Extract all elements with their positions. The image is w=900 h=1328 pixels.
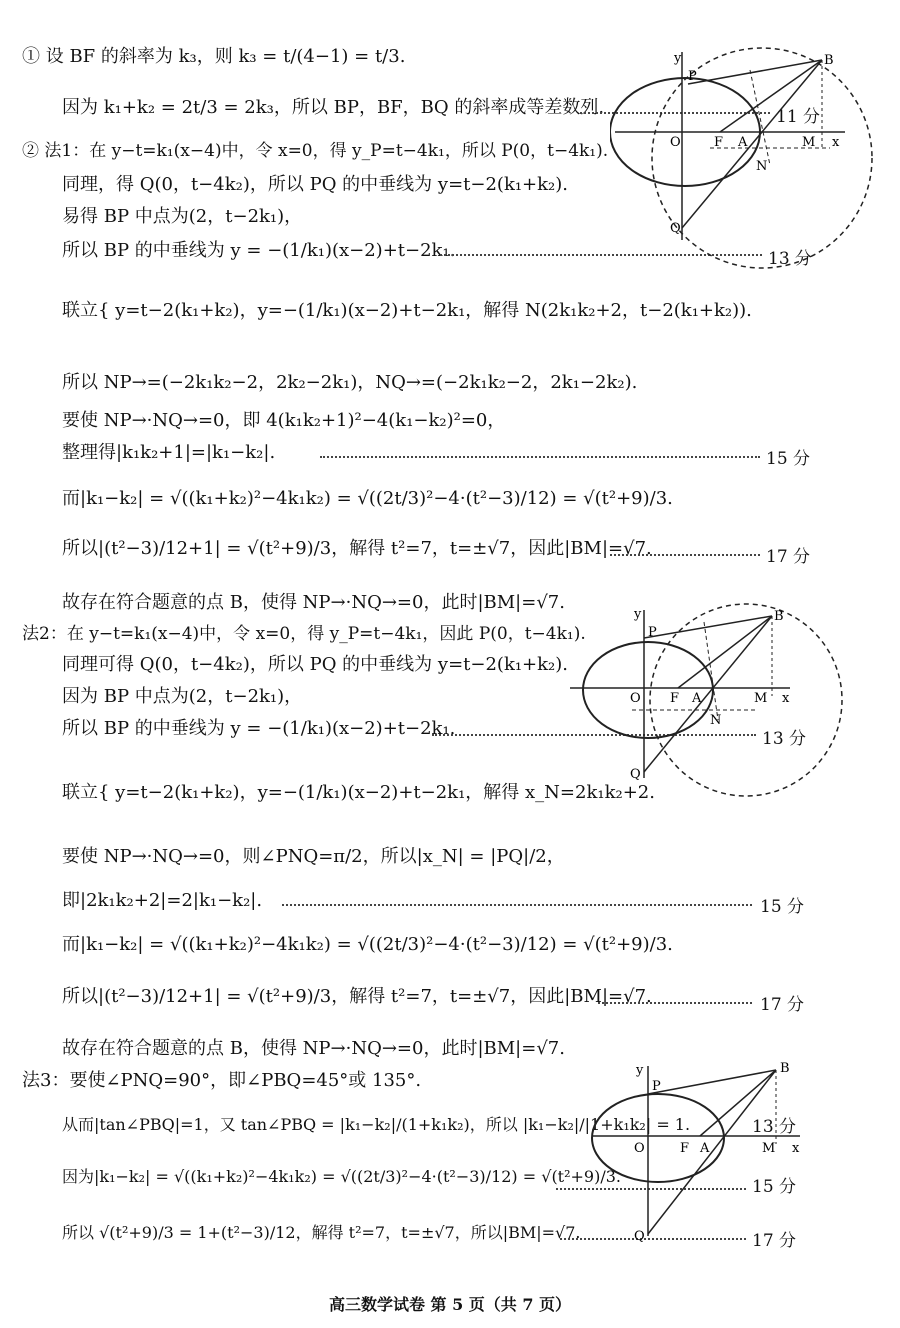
line-11: 而|k₁−k₂| = √((k₁+k₂)²−4k₁k₂) = √((2t/3)²−4·(t²−3)/12) = √(t²+9)/3. <box>62 488 673 509</box>
line-24: 法3：要使∠PNQ=90°，即∠PBQ=45°或 135°. <box>22 1070 422 1091</box>
leader-17a <box>610 554 760 556</box>
page-footer: 高三数学试卷 第 5 页（共 7 页） <box>328 1295 572 1314</box>
fig3-label-O: O <box>634 1141 645 1156</box>
line-10: 整理得|k₁k₂+1|=|k₁−k₂|. <box>62 442 276 463</box>
line-6: 所以 BP 的中垂线为 y = −(1/k₁)(x−2)+t−2k₁. <box>62 240 456 261</box>
line-26: 因为|k₁−k₂| = √((k₁+k₂)²−4k₁k₂) = √((2t/3)²−4·(t²−3)/12) = √(t²+9)/3. <box>62 1167 622 1186</box>
fig3-label-P: P <box>652 1079 661 1094</box>
line-1: ① 设 BF 的斜率为 k₃，则 k₃ = t/(4−1) = t/3. <box>22 46 406 67</box>
fig3-label-B: B <box>780 1061 790 1076</box>
leader-17b <box>598 1002 752 1004</box>
fig1-label-y: y <box>674 51 682 66</box>
line-23: 故存在符合题意的点 B，使得 NP→·NQ→=0，此时|BM|=√7. <box>62 1038 565 1059</box>
line-16: 因为 BP 中点为(2，t−2k₁)， <box>62 686 303 707</box>
score-17c: 17 分 <box>752 1231 797 1251</box>
fig2-label-y: y <box>634 607 642 622</box>
line-4: 同理，得 Q(0，t−4k₂)，所以 PQ 的中垂线为 y=t−2(k₁+k₂). <box>62 174 569 195</box>
score-13b: 13 分 <box>762 729 807 749</box>
fig3-label-F: F <box>680 1141 690 1156</box>
figure-1 <box>610 40 900 270</box>
score-17b: 17 分 <box>760 995 805 1015</box>
fig1-label-Q: Q <box>670 221 681 236</box>
fig2-label-A: A <box>692 691 702 706</box>
fig3-label-y: y <box>636 1063 644 1078</box>
fig3-label-M: M <box>762 1141 776 1156</box>
leader-15a <box>320 456 760 458</box>
fig2-label-P: P <box>648 625 657 640</box>
fig1-label-x: x <box>832 135 840 150</box>
fig3-label-x: x <box>792 1141 800 1156</box>
score-11: 11 分 <box>776 107 821 127</box>
fig2-label-x: x <box>782 691 790 706</box>
figure-2 <box>568 600 858 800</box>
line-13: 故存在符合题意的点 B，使得 NP→·NQ→=0，此时|BM|=√7. <box>62 592 565 613</box>
line-8: 所以 NP→=(−2k₁k₂−2，2k₂−2k₁)，NQ→=(−2k₁k₂−2，2k₁−2k₂). <box>62 372 638 393</box>
line-27: 所以 √(t²+9)/3 = 1+(t²−3)/12，解得 t²=7，t=±√7，所以|BM|=√7. <box>62 1223 581 1242</box>
fig1-label-M: M <box>802 135 816 150</box>
score-15c: 15 分 <box>752 1177 797 1197</box>
fig3-label-A: A <box>700 1141 710 1156</box>
leader-15b <box>282 904 752 906</box>
line-14: 法2：在 y−t=k₁(x−4)中，令 x=0，得 y_P=t−4k₁，因此 P(0，t−4k₁). <box>22 624 586 644</box>
fig2-label-M: M <box>754 691 768 706</box>
line-12: 所以|(t²−3)/12+1| = √(t²+9)/3，解得 t²=7，t=±√7，因此|BM|=√7. <box>62 538 652 559</box>
fig2-label-B: B <box>774 609 784 624</box>
score-15a: 15 分 <box>766 449 811 469</box>
score-17a: 17 分 <box>766 547 811 567</box>
fig2-label-Q: Q <box>630 767 641 782</box>
fig1-label-B: B <box>824 53 834 68</box>
line-5: 易得 BP 中点为(2，t−2k₁)， <box>62 206 303 227</box>
line-22: 所以|(t²−3)/12+1| = √(t²+9)/3，解得 t²=7，t=±√7，因此|BM|=√7. <box>62 986 652 1007</box>
fig1-label-N: N <box>756 159 768 174</box>
fig2-label-O: O <box>630 691 641 706</box>
line-25: 从而|tan∠PBQ|=1，又 tan∠PBQ = |k₁−k₂|/(1+k₁k₂)，所以 |k₁−k₂|/|1+k₁k₂| = 1. <box>62 1115 691 1134</box>
score-15b: 15 分 <box>760 897 805 917</box>
line-20: 即|2k₁k₂+2|=2|k₁−k₂|. <box>62 890 263 911</box>
fig1-label-A: A <box>738 135 748 150</box>
line-9: 要使 NP→·NQ→=0，即 4(k₁k₂+1)²−4(k₁−k₂)²=0， <box>62 410 506 431</box>
score-13a: 13 分 <box>768 249 813 269</box>
fig1-label-O: O <box>670 135 681 150</box>
line-7: 联立{ y=t−2(k₁+k₂)，y=−(1/k₁)(x−2)+t−2k₁，解得 N(2k₁k₂+2，t−2(k₁+k₂)). <box>62 300 752 321</box>
line-3: ② 法1：在 y−t=k₁(x−4)中，令 x=0，得 y_P=t−4k₁，所以 P(0，t−4k₁). <box>22 141 609 161</box>
score-13c: 13 分 <box>752 1117 797 1137</box>
line-17: 所以 BP 的中垂线为 y = −(1/k₁)(x−2)+t−2k₁. <box>62 718 456 739</box>
line-19: 要使 NP→·NQ→=0，则∠PNQ=π/2，所以|x_N| = |PQ|/2， <box>62 846 565 867</box>
line-2: 因为 k₁+k₂ = 2t/3 = 2k₃，所以 BP，BF，BQ 的斜率成等差数列. <box>62 97 605 118</box>
fig1-label-P: P <box>688 69 697 84</box>
line-15: 同理可得 Q(0，t−4k₂)，所以 PQ 的中垂线为 y=t−2(k₁+k₂). <box>62 654 569 675</box>
figure-3 <box>590 1056 810 1246</box>
line-21: 而|k₁−k₂| = √((k₁+k₂)²−4k₁k₂) = √((2t/3)²−4·(t²−3)/12) = √(t²+9)/3. <box>62 934 673 955</box>
fig3-label-Q: Q <box>634 1229 645 1244</box>
fig1-label-F: F <box>714 135 724 150</box>
fig2-label-F: F <box>670 691 680 706</box>
line-18: 联立{ y=t−2(k₁+k₂)，y=−(1/k₁)(x−2)+t−2k₁，解得 x_N=2k₁k₂+2. <box>62 782 655 803</box>
fig2-label-N: N <box>710 713 722 728</box>
